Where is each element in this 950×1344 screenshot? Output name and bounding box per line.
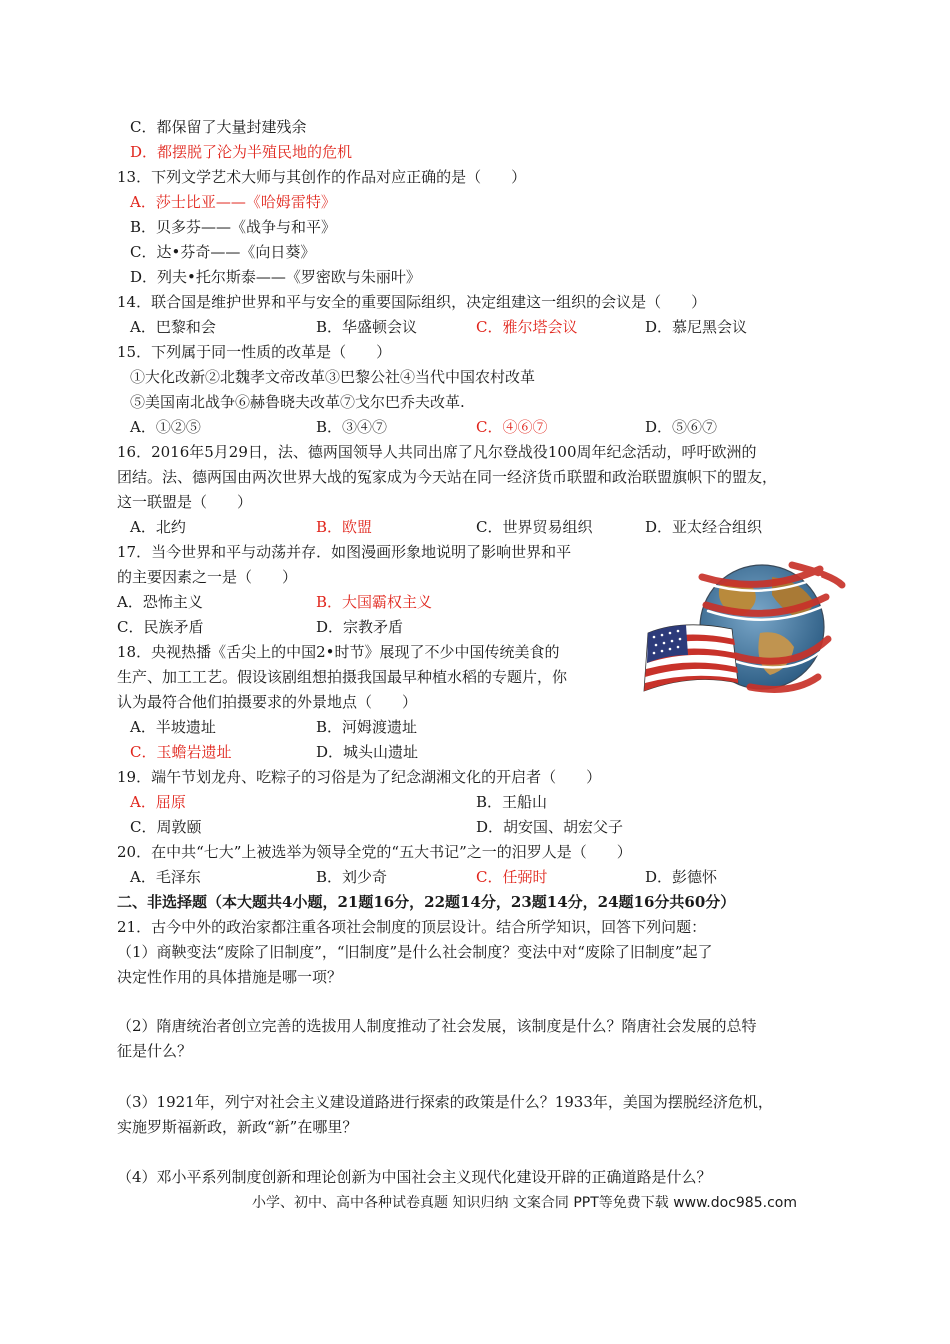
option-16d: D．亚太经合组织 [645,518,763,536]
question-21-3-line-1: （3）1921年，列宁对社会主义建设道路进行探索的政策是什么？1933年，美国为摆脱经济危机， [117,1093,773,1111]
option-14d: D．慕尼黑会议 [645,318,748,336]
option-12c: C．都保留了大量封建残余 [130,118,307,136]
question-15-items-1: ①大化改新②北魏孝文帝改革③巴黎公社④当代中国农村改革 [130,368,536,386]
option-17a: A．恐怖主义 [117,593,203,611]
us-flag-wrapped-globe-icon [642,555,847,707]
option-18d: D．城头山遗址 [316,743,419,761]
question-17-line-2: 的主要因素之一是（ ） [117,568,298,586]
question-18-line-3: 认为最符合他们拍摄要求的外景地点（ ） [117,693,418,711]
question-20: 20．在中共“七大”上被选举为领导全党的“五大书记”之一的汨罗人是（ ） [117,843,632,861]
option-16c: C．世界贸易组织 [476,518,593,536]
option-19d: D．胡安国、胡宏父子 [476,818,624,836]
question-21-2-line-1: （2）隋唐统治者创立完善的选拔用人制度推动了社会发展，该制度是什么？隋唐社会发展的总特 [117,1017,757,1035]
option-15b: B．③④⑦ [316,418,388,436]
option-19a-answer: A．屈原 [130,793,186,811]
option-18c-answer: C．玉蟾岩遗址 [130,743,232,761]
option-20b: B．刘少奇 [316,868,388,886]
option-19c: C．周敦颐 [130,818,202,836]
question-21-1-line-2: 决定性作用的具体措施是哪一项？ [117,968,343,986]
question-21-3-line-2: 实施罗斯福新政，新政“新”在哪里？ [117,1118,358,1136]
option-13b: B．贝多芬——《战争与和平》 [130,218,337,236]
option-15d: D．⑤⑥⑦ [645,418,718,436]
option-16a: A．北约 [130,518,186,536]
question-19: 19．端午节划龙舟、吃粽子的习俗是为了纪念湖湘文化的开启者（ ） [117,768,602,786]
question-18-line-2: 生产、加工工艺。假设该剧组想拍摄我国最早种植水稻的专题片，你 [117,668,568,686]
question-21-1-line-1: （1）商鞅变法“废除了旧制度”，“旧制度”是什么社会制度？变法中对“废除了旧制度”起了 [117,943,713,961]
option-18b: B．河姆渡遗址 [316,718,418,736]
section-2-heading: 二、非选择题（本大题共4小题，21题16分，22题14分，23题14分，24题16分共60分） [117,893,736,911]
option-13d: D．列夫•托尔斯泰——《罗密欧与朱丽叶》 [130,268,421,286]
option-17d: D．宗教矛盾 [316,618,404,636]
footer-text: 小学、初中、高中各种试卷真题 知识归纳 文案合同 PPT等免费下载 www.doc985.com [252,1195,797,1211]
option-15c-answer: C．④⑥⑦ [476,418,548,436]
question-17-line-1: 17．当今世界和平与动荡并存．如图漫画形象地说明了影响世界和平 [117,543,572,561]
option-17c: C．民族矛盾 [117,618,204,636]
question-16-line-2: 团结。法、德两国由两次世界大战的冤家成为今天站在同一经济货币联盟和政治联盟旗帜下的盟友， [117,468,778,486]
option-17b-answer: B．大国霸权主义 [316,593,433,611]
option-20a: A．毛泽东 [130,868,201,886]
option-20d: D．彭德怀 [645,868,718,886]
question-14: 14．联合国是维护世界和平与安全的重要国际组织，决定组建这一组织的会议是（ ） [117,293,707,311]
option-14b: B．华盛顿会议 [316,318,418,336]
option-18a: A．半坡遗址 [130,718,216,736]
option-14a: A．巴黎和会 [130,318,216,336]
option-15a: A．①②⑤ [130,418,201,436]
question-16-line-1: 16．2016年5月29日，法、德两国领导人共同出席了凡尔登战役100周年纪念活动，呼吁欧洲的 [117,443,757,461]
question-16-line-3: 这一联盟是（ ） [117,493,253,511]
question-21-4: （4）邓小平系列制度创新和理论创新为中国社会主义现代化建设开辟的正确道路是什么？ [117,1168,712,1186]
option-19b: B．王船山 [476,793,548,811]
question-21: 21．古今中外的政治家都注重各项社会制度的顶层设计。结合所学知识，回答下列问题： [117,918,707,936]
option-13c: C．达•芬奇——《向日葵》 [130,243,316,261]
question-18-line-1: 18．央视热播《舌尖上的中国2•时节》展现了不少中国传统美食的 [117,643,560,661]
question-13: 13．下列文学艺术大师与其创作的作品对应正确的是（ ） [117,168,527,186]
question-15-items-2: ⑤美国南北战争⑥赫鲁晓夫改革⑦戈尔巴乔夫改革. [130,393,465,411]
option-13a-answer: A．莎士比亚——《哈姆雷特》 [130,193,336,211]
option-20c-answer: C．任弼时 [476,868,548,886]
question-21-2-line-2: 征是什么？ [117,1042,193,1060]
option-14c-answer: C．雅尔塔会议 [476,318,578,336]
question-15: 15．下列属于同一性质的改革是（ ） [117,343,392,361]
option-12d-answer: D．都摆脱了沦为半殖民地的危机 [130,143,353,161]
option-16b-answer: B．欧盟 [316,518,373,536]
